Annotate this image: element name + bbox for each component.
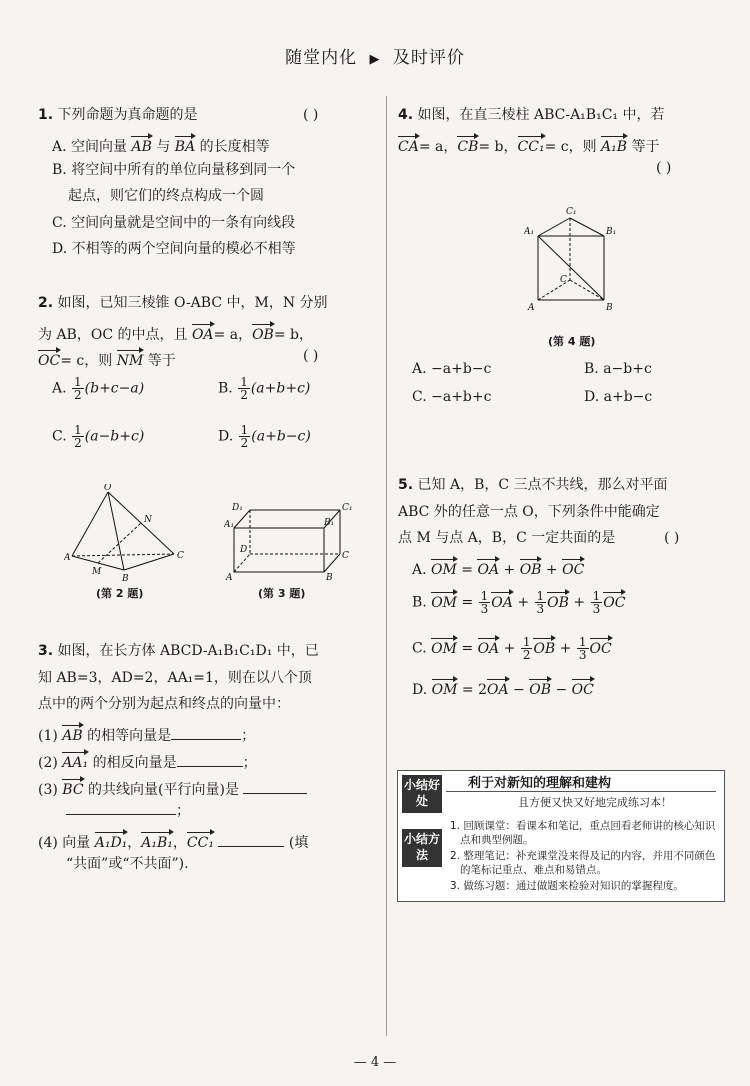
fig3-label-a1: A₁ [224,520,235,530]
q5-option-b: B. OM = $\frac{1}{3}$ OA + $\frac{1}{3}$ OB + $\frac{1}{3}$ OC [412,589,626,616]
column-divider [386,96,387,1036]
q2-line1: 如图，已知三棱锥 O-ABC 中，M，N 分别 [57,295,328,311]
q1-option-d: D. 不相等的两个空间向量的模必不相等 [52,241,296,257]
fig4-label-c: C [560,275,567,285]
figure-2-caption: (第 2 题) [96,587,144,600]
q3-sub-3: (3) BC 的共线向量(平行向量)是 [38,778,307,797]
summary-item-2b: 的笔标记重点、难点和易错点。 [460,864,607,876]
q1-option-b-cont: 起点，则它们的终点构成一个圆 [68,188,264,204]
figure-3-caption: (第 3 题) [258,587,306,600]
fig2-label-a: A [64,553,71,563]
q1-option-c: C. 空间向量就是空间中的一条有向线段 [52,215,296,231]
q4-line2: CA= a，CB= b，CC₁= c，则 A₁B 等于 [398,135,660,154]
figure-4-caption: (第 4 题) [548,335,596,348]
q3-blank-4[interactable] [218,846,284,847]
q5-line1: 已知 A，B，C 三点不共线，那么对平面 [417,477,668,493]
summary-item-2a: 2. 整理笔记：补充课堂没来得及记的内容，并用不同颜色 [450,850,716,862]
q1-stem: 下列命题为真命题的是 [57,107,198,123]
q5-line3: 点 M 与点 A，B，C 一定共面的是 ( ) [398,530,680,546]
figure-3-cuboid [224,500,354,580]
fig3-label-b1: B₁ [324,518,335,528]
summary-box [397,770,725,902]
summary-item-3: 3. 做练习题：通过做题来检验对知识的掌握程度。 [450,880,684,892]
q2-number: 2. [38,295,54,311]
q3-sub-2: (2) AA₁ 的相反向量是 ； [38,751,257,770]
section-header [0,50,750,67]
fig4-label-c1: C₁ [566,207,577,217]
q1-number: 1. [38,107,54,123]
q4-option-a: A. −a+b−c [412,361,492,377]
q2-option-c: C. $\frac{1}{2}$ (a−b+c) [52,423,145,450]
summary-divider [446,791,716,792]
q3-sub-3-cont: ； [66,804,190,818]
figure-2-tetrahedron [64,484,194,584]
fig3-label-d: D [240,545,248,555]
fig3-label-a: A [226,573,233,580]
fig4-label-b: B [606,303,613,313]
summary-item-1b: 点和典型例题。 [460,834,534,846]
q2-line2: 为 AB，OC 的中点，且 OA= a，OB= b， [38,323,313,342]
q2-option-b: B. $\frac{1}{2}$ (a+b+c) [218,375,311,402]
fig2-label-o: O [104,484,112,493]
fig4-label-a: A [528,303,535,313]
summary-tag-benefit: 小结好处 [402,775,442,813]
fig2-label-b: B [122,574,129,584]
q3-sub-4: (4) 向量 A₁D₁，A₁B₁，CC₁ (填 [38,831,308,850]
q3-sub-4-cont: “共面”或“不共面”). [66,856,189,872]
q3-blank-1[interactable] [171,739,241,740]
fig2-label-m: M [92,567,102,577]
q2-option-a: A. $\frac{1}{2}$ (b+c−a) [52,375,145,402]
fig2-label-c: C [177,551,184,561]
q2-option-d: D. $\frac{1}{2}$ (a+b−c) [218,423,311,450]
q4-number: 4. [398,107,414,123]
arrow-icon: ▶ [369,52,381,67]
q4-answer-paren: ( ) [656,160,672,176]
q3-number: 3. [38,643,54,659]
summary-tag-method: 小结方法 [402,829,442,867]
fig3-label-b: B [326,573,333,580]
q3-sub-1: (1) AB 的相等向量是 ； [38,724,255,743]
q4-line1: 如图，在直三棱柱 ABC-A₁B₁C₁ 中，若 [417,107,665,123]
q1-option-b: B. 将空间中所有的单位向量移到同一个 [52,162,296,178]
fig3-label-d1: D₁ [232,503,243,513]
q3-line2: 知 AB=3，AD=2，AA₁=1，则在以八个顶 [38,670,312,686]
q5-option-d: D. OM = 2OA − OB − OC [412,678,594,697]
q1-option-a: A. 空间向量 AB 与 BA 的长度相等 [52,135,270,154]
summary-item-1a: 1. 回顾课堂：看课本和笔记，重点回看老师讲的核心知识 [450,820,716,832]
q3-line3: 点中的两个分别为起点和终点的向量中： [38,696,290,712]
header-left: 随堂内化 [285,48,358,68]
q3-line1: 如图，在长方体 ABCD-A₁B₁C₁D₁ 中，已 [57,643,319,659]
q4-option-c: C. −a+b+c [412,389,492,405]
figure-4-prism [524,202,624,318]
q3-blank-3b[interactable] [66,814,176,815]
q1-answer-paren: ( ) [303,107,319,123]
q5-option-a: A. OM = OA + OB + OC [412,558,584,577]
page-number: — 4 — [353,1055,397,1070]
q5-line2: ABC 外的任意一点 O，下列条件中能确定 [398,504,660,520]
q3-blank-2[interactable] [177,766,243,767]
summary-subtitle: 且方便又快又好地完成练习本！ [518,796,672,809]
q4-option-b: B. a−b+c [584,361,652,377]
q3-blank-3[interactable] [243,793,307,794]
summary-title: 利于对新知的理解和建构 [468,776,612,791]
fig3-label-c: C [342,551,349,561]
q5-option-c: C. OM = OA + $\frac{1}{2}$ OB + $\frac{1}{3}$ OC [412,635,612,662]
fig3-label-c1: C₁ [342,503,353,513]
q2-line3: OC= c，则 NM 等于 ( ) [38,348,319,369]
fig4-label-b1: B₁ [606,227,617,237]
q4-option-d: D. a+b−c [584,389,653,405]
fig2-label-n: N [144,515,152,525]
q5-number: 5. [398,477,414,493]
fig4-label-a1: A₁ [524,227,535,237]
header-right: 及时评价 [392,48,465,68]
